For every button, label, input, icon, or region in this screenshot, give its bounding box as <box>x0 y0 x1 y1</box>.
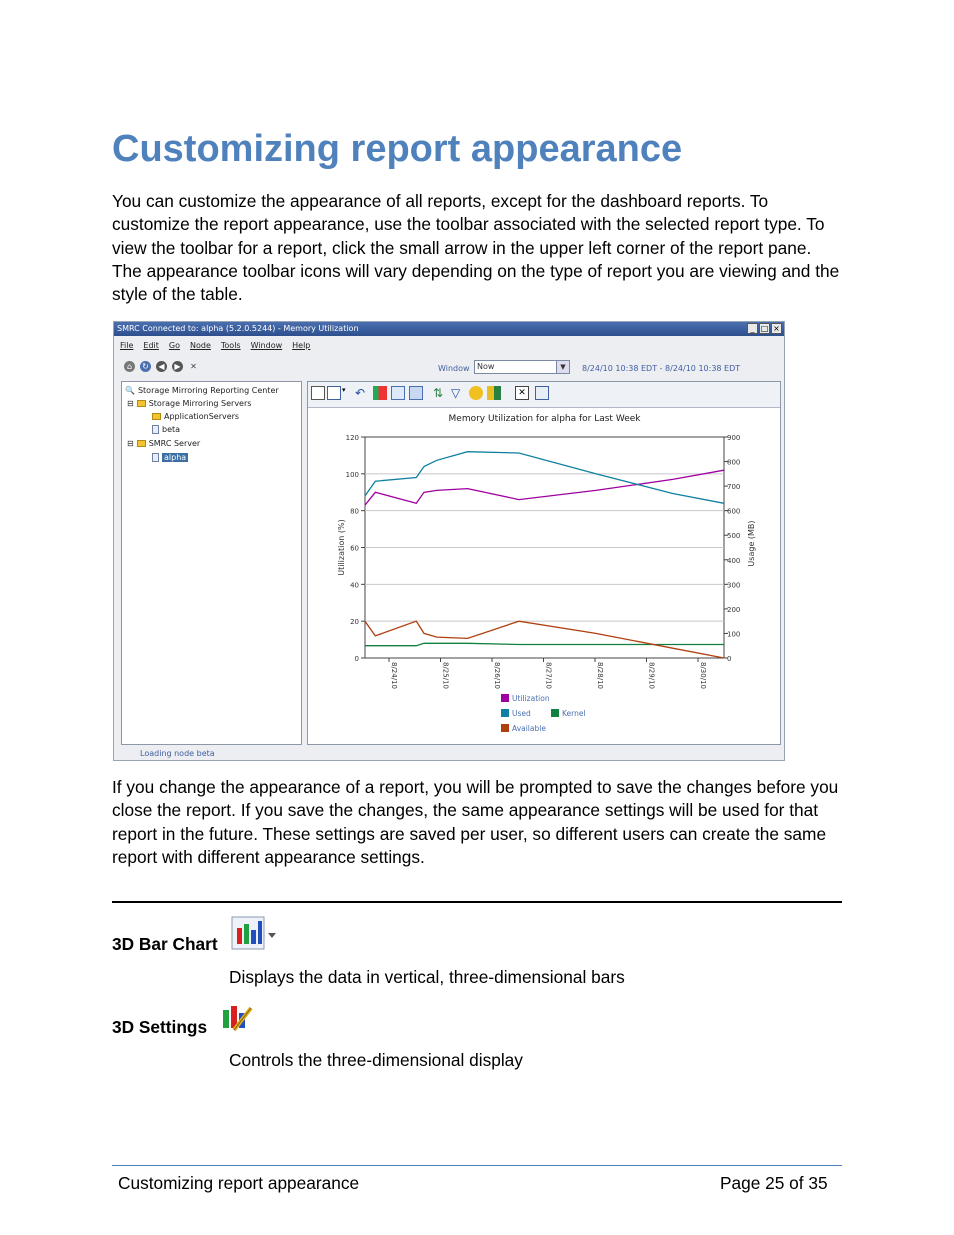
tree-item-label: beta <box>162 425 181 434</box>
folder-icon <box>152 413 161 420</box>
pointer-icon[interactable] <box>311 386 325 400</box>
menu-file[interactable]: File <box>120 341 134 350</box>
y2-tick-label: 500 <box>727 532 741 541</box>
y-tick-label: 0 <box>354 655 359 663</box>
window-select-value: Now <box>477 362 495 371</box>
undo-icon[interactable]: ↶ <box>355 386 366 400</box>
y-tick-label: 100 <box>345 470 359 479</box>
folder-icon <box>137 440 146 447</box>
y2-tick-label: 800 <box>727 458 741 467</box>
x-tick-label: 8/28/10 <box>596 662 604 689</box>
excel-export-icon[interactable]: ✕ <box>515 386 529 400</box>
window-title: SMRC Connected to: alpha (5.2.0.5244) - Memory Utilization <box>117 324 359 333</box>
server-icon <box>152 453 159 462</box>
copy-icon[interactable] <box>391 386 405 400</box>
status-bar-text: Loading node beta <box>140 749 215 758</box>
save-icon[interactable] <box>409 386 423 400</box>
3d-settings-icon[interactable] <box>373 386 387 400</box>
y2-tick-label: 0 <box>727 655 732 663</box>
intro-paragraph: You can customize the appearance of all reports, except for the dashboard reports. To customize the report appearance, use the toolbar associated with the selected report type. To view the toolbar for a report, click the small arrow in the upper left corner of the report pane. The appearance toolbar icons will vary depending on the type of report you are viewing and the style of the table. <box>112 191 840 305</box>
menu-node[interactable]: Node <box>189 341 211 350</box>
term-3d-bar-chart: 3D Bar Chart <box>112 934 218 954</box>
maximize-icon[interactable]: □ <box>760 324 769 333</box>
y2-tick-label: 900 <box>727 434 741 442</box>
y-tick-label: 20 <box>350 618 359 627</box>
report-pane <box>307 381 781 745</box>
window-label: Window <box>438 364 470 373</box>
x-tick-label: 8/24/10 <box>390 662 398 689</box>
x-tick-label: 8/30/10 <box>699 662 707 689</box>
y2-tick-label: 700 <box>727 483 741 492</box>
term-3d-settings: 3D Settings <box>112 1017 208 1037</box>
tree-item-appservers[interactable] <box>152 412 239 421</box>
chart-title: Memory Utilization for alpha for Last Week <box>448 414 641 424</box>
search-icon: 🔍 <box>125 386 135 395</box>
server-icon <box>152 425 159 434</box>
chevron-down-icon[interactable]: ▾ <box>342 386 346 394</box>
tree-item-label: Storage Mirroring Reporting Center <box>137 386 279 395</box>
filter-icon[interactable]: ▽ <box>451 386 461 400</box>
footer-section-title: Customizing report appearance <box>118 1173 360 1193</box>
tree-item-beta[interactable] <box>152 425 180 434</box>
window-select[interactable] <box>474 360 570 374</box>
x-tick-label: 8/25/10 <box>441 662 450 689</box>
memory-chart <box>308 407 780 744</box>
menu-edit[interactable]: Edit <box>143 341 159 350</box>
y2-tick-label: 600 <box>727 507 741 516</box>
menu-go[interactable]: Go <box>168 341 180 350</box>
forward-icon[interactable]: ▶ <box>172 361 183 372</box>
navigation-tree <box>121 381 302 745</box>
3d-bar-chart-icon <box>231 916 279 950</box>
y2-axis-label: Usage (MB) <box>747 520 756 567</box>
legend-swatch <box>501 709 509 717</box>
y2-tick-label: 200 <box>727 605 741 614</box>
legend-label: Kernel <box>562 709 586 718</box>
page-heading: Customizing report appearance <box>112 128 683 170</box>
home-icon[interactable]: ⌂ <box>124 361 135 372</box>
chevron-down-icon[interactable]: ▼ <box>556 361 569 373</box>
legend-label: Utilization <box>512 694 550 703</box>
stop-icon[interactable]: ✕ <box>190 362 197 371</box>
y2-tick-label: 400 <box>727 556 741 565</box>
x-tick-label: 8/29/10 <box>647 662 656 689</box>
print-icon[interactable] <box>535 386 549 400</box>
y-tick-label: 80 <box>350 507 359 516</box>
tree-item-label: ApplicationServers <box>164 412 240 421</box>
3d-settings-icon <box>220 1000 254 1034</box>
database-icon[interactable] <box>469 386 483 400</box>
y-tick-label: 120 <box>345 434 359 442</box>
collapse-icon[interactable]: ⊟ <box>127 439 134 448</box>
x-tick-label: 8/26/10 <box>493 662 501 689</box>
legend-swatch <box>501 724 509 732</box>
tree-item-servers[interactable] <box>127 399 251 408</box>
folder-icon <box>137 400 146 407</box>
menu-window[interactable]: Window <box>250 341 283 350</box>
menu-tools[interactable]: Tools <box>220 341 241 350</box>
legend-swatch <box>501 694 509 702</box>
window-titlebar <box>114 322 784 336</box>
report-toolbar <box>308 382 780 408</box>
footer-divider <box>112 1165 842 1166</box>
definition-3d-settings: Controls the three-dimensional display <box>229 1050 523 1070</box>
section-divider <box>112 901 842 903</box>
closing-paragraph: If you change the appearance of a report, you will be prompted to save the changes before you close the report. If you save the changes, the same appearance settings will be used for that report in the future. These settings are saved per user, so different users can create the same report with different appearance settings. <box>112 777 839 867</box>
close-icon[interactable]: × <box>771 323 782 334</box>
tree-item-label: SMRC Server <box>148 439 201 448</box>
tree-item-alpha[interactable] <box>152 453 188 462</box>
x-tick-label: 8/27/10 <box>544 662 553 689</box>
collapse-icon[interactable]: ⊟ <box>127 399 134 408</box>
y2-tick-label: 300 <box>727 581 741 590</box>
sort-icon[interactable]: ⇅ <box>433 386 444 400</box>
back-icon[interactable]: ◀ <box>156 361 167 372</box>
tree-item-smrc-server[interactable] <box>127 439 200 448</box>
tree-item-label: Storage Mirroring Servers <box>148 399 252 408</box>
edit-icon[interactable] <box>487 386 501 400</box>
chart-type-icon[interactable] <box>327 386 341 400</box>
y-tick-label: 40 <box>350 581 359 590</box>
screenshot-window <box>113 321 785 761</box>
legend-swatch <box>551 709 559 717</box>
legend-label: Available <box>512 724 546 733</box>
menu-bar <box>114 338 784 354</box>
tree-item-label: alpha <box>164 453 187 462</box>
legend-label: Used <box>512 709 531 718</box>
y2-tick-label: 100 <box>727 630 741 639</box>
y-axis-label: Utilization (%) <box>337 519 346 576</box>
minimize-icon[interactable]: _ <box>747 323 758 334</box>
definition-3d-bar-chart: Displays the data in vertical, three-dimensional bars <box>229 967 625 987</box>
footer-page-number: Page 25 of 35 <box>720 1173 828 1193</box>
tree-item-root[interactable] <box>125 386 279 395</box>
menu-help[interactable]: Help <box>292 341 311 350</box>
date-range: 8/24/10 10:38 EDT - 8/24/10 10:38 EDT <box>582 364 741 373</box>
refresh-icon[interactable]: ↻ <box>140 361 151 372</box>
main-toolbar <box>114 358 784 378</box>
y-tick-label: 60 <box>350 544 359 553</box>
